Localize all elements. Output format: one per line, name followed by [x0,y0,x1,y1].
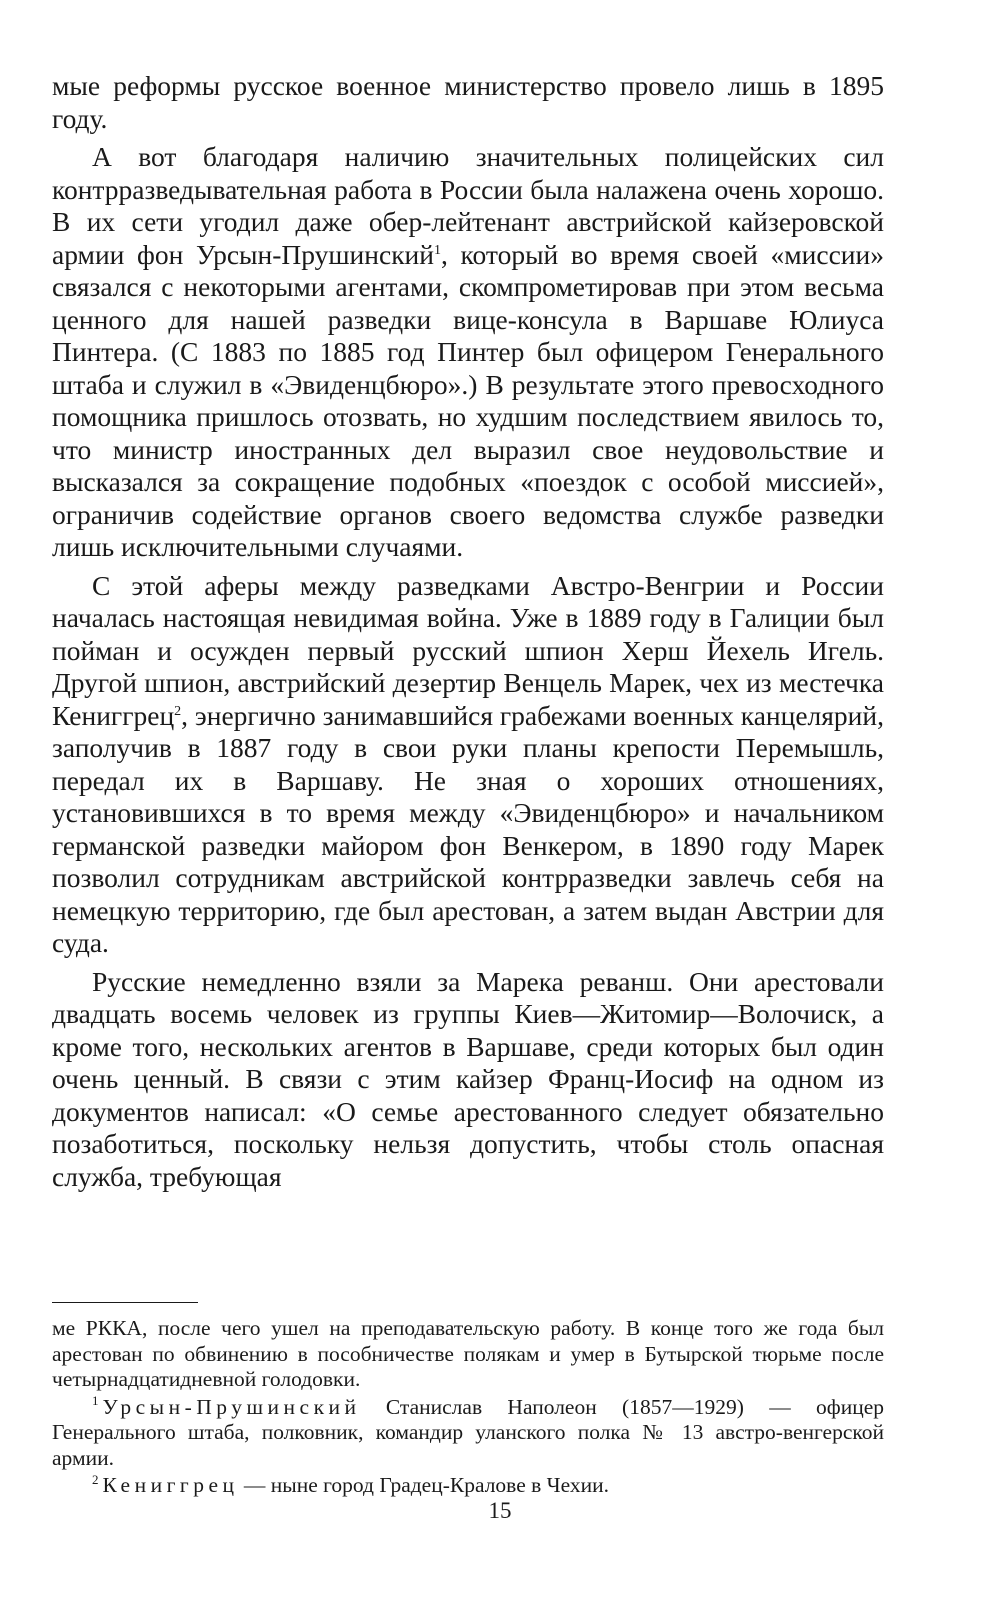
footnote-2 [52,1473,884,1499]
footnote-text: Станислав Наполеон (1857—1929) — офицер Генерального штаба, полковник, командир уланского полка № 13 австро-венгерской армии. [52,1394,884,1470]
footnote-mark: 1 [92,1393,99,1409]
paragraph-text: А вот благодаря наличию значительных полицейских сил контрразведывательная работа в России была налажена очень хорошо. В их сети угодил даже обер-лейтенант австрийской кайзеровской армии фон Урсын-Прушинский [52,141,884,270]
paragraph-text: , энергично занимавшийся грабежами военных канцелярий, заполучив в 1887 году в свои руки планы крепости Перемышль, передал их в Варшаву. Не зная о хороших отношениях, установившихся в то время между «Эвиденцбюро» и начальником германской разведки майором фон Венкером, в 1890 году Марек позволил сотрудникам австрийской контрразведки завлечь себя на немецкую территорию, где был арестован, а затем выдан Австрии для суда. [52,699,884,958]
page-number: 15 [488,1498,512,1523]
footnote-mark: 2 [92,1471,99,1487]
paragraph-text: мые реформы русское военное министерство провело лишь в 1895 году. [52,70,884,134]
footnote-1 [52,1395,884,1472]
footnote-term: Кениггрец [102,1473,239,1497]
footnote-divider [52,1302,198,1303]
paragraph-1 [52,70,884,135]
paragraph-3 [52,570,884,960]
body-text [52,70,884,1193]
footnote-ref-2[interactable]: 2 [174,703,182,719]
paragraph-text: С этой аферы между разведками Австро-Венгрии и России началась настоящая невидимая война. Уже в 1889 году в Галиции был пойман и осужден первый русский шпион Херш Йехель Игель. Другой шпион, австрийский дезертир Венцель Марек, чех из местечка Кениггрец [52,569,884,731]
footnote-ref-1[interactable]: 1 [434,242,441,258]
footnote-text: — ныне город Градец-Кралове в Чехии. [238,1473,610,1497]
page-content [52,70,884,1193]
paragraph-4 [52,966,884,1194]
paragraph-text: Русские немедленно взяли за Марека реванш. Они арестовали двадцать восемь человек из группы Киев—Житомир—Волочиск, а кроме того, нескольких агентов в Варшаве, среди которых был один очень ценный. В связи с этим кайзер Франц-Иосиф на одном из документов написал: «О семье арестованного следует обязательно позаботиться, поскольку нельзя допустить, чтобы столь опасная служба, требующая [52,965,884,1192]
footnote-term: Урсын-Прушинский [102,1394,361,1419]
paragraph-2 [52,141,884,564]
paragraph-text: , который во время своей «миссии» связался с некоторыми агентами, скомпрометировав при этом весьма ценного для нашей разведки вице-консула в Варшаве Юлиуса Пинтера. (С 1883 по 1885 год Пинтер был офицером Генерального штаба и служил в «Эвиденцбюро».) В результате этого превосходного помощника пришлось отозвать, но худшим последствием явилось то, что министр иностранных дел выразил свое неудовольствие и высказался за сокращение подобных «поездок с особой миссией», ограничив содействие органов своего ведомства службе разведки лишь исключительными случаями. [52,238,884,562]
footnotes [52,1316,884,1499]
footnote-continuation: ме РККА, после чего ушел на преподавательскую работу. В конце того же года был арестован по обвинению в пособничестве полякам и умер в Бутырской тюрьме после четырнадцатидневной голодовки. [52,1316,884,1391]
